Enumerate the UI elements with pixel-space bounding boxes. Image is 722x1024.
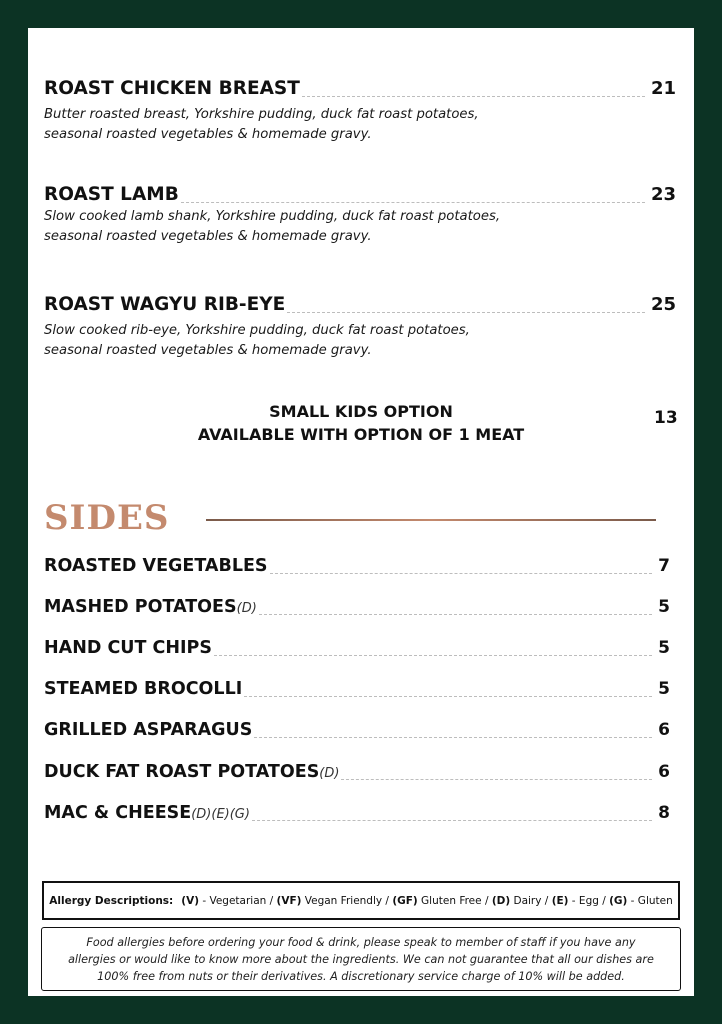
item-description: Slow cooked lamb shank, Yorkshire pudding, duck fat roast potatoes, seasonal roasted vegetables & homemade gravy. bbox=[44, 209, 501, 244]
allergen-code-g: (G) bbox=[609, 894, 628, 907]
allergen-code-vf: (VF) bbox=[276, 894, 302, 907]
allergen-text-v: - Vegetarian / bbox=[199, 894, 277, 907]
allergen-text-g: - Gluten bbox=[627, 894, 673, 907]
dotted-leader bbox=[270, 573, 653, 574]
item-name: STEAMED BROCOLLI bbox=[44, 679, 243, 699]
allergen-text-d: Dairy / bbox=[510, 894, 552, 907]
item-price: 5 bbox=[658, 638, 670, 658]
item-name: ROASTED VEGETABLES bbox=[44, 556, 268, 576]
side-item-steamed-brocolli bbox=[44, 679, 670, 699]
side-item-roasted-vegetables bbox=[44, 556, 670, 576]
item-name: MASHED POTATOES bbox=[44, 597, 237, 617]
allergen-code-e: (E) bbox=[551, 894, 569, 907]
allergen-code-d: (D) bbox=[491, 894, 511, 907]
dotted-leader bbox=[287, 312, 645, 313]
item-price: 21 bbox=[650, 78, 676, 99]
menu-page bbox=[28, 28, 694, 996]
sides-heading: SIDES bbox=[44, 498, 170, 538]
item-price: 6 bbox=[658, 762, 670, 782]
dotted-leader bbox=[302, 96, 645, 97]
item-description: Butter roasted breast, Yorkshire pudding, duck fat roast potatoes, seasonal roasted vegetables & homemade gravy. bbox=[44, 107, 479, 142]
dotted-leader bbox=[259, 614, 652, 615]
dotted-leader bbox=[252, 820, 652, 821]
allergen-text-gf: Gluten Free / bbox=[417, 894, 492, 907]
menu-item-roast-lamb bbox=[44, 184, 676, 247]
item-name: DUCK FAT ROAST POTATOES bbox=[44, 762, 320, 782]
side-item-duck-fat-roast-potatoes bbox=[44, 762, 670, 782]
dotted-leader bbox=[181, 202, 645, 203]
allergen-text-e: - Egg / bbox=[568, 894, 610, 907]
item-name: HAND CUT CHIPS bbox=[44, 638, 212, 658]
allergy-label: Allergy Descriptions: bbox=[49, 894, 174, 907]
menu-item-roast-chicken bbox=[44, 78, 676, 145]
item-name: MAC & CHEESE bbox=[44, 803, 192, 823]
side-item-mashed-potatoes bbox=[44, 597, 670, 617]
sides-divider bbox=[206, 519, 656, 521]
dotted-leader bbox=[244, 696, 652, 697]
item-name: ROAST CHICKEN BREAST bbox=[44, 78, 300, 99]
item-price: 25 bbox=[650, 294, 676, 315]
item-price: 5 bbox=[658, 679, 670, 699]
item-price: 7 bbox=[658, 556, 670, 576]
item-price: 6 bbox=[658, 720, 670, 740]
side-item-mac-and-cheese bbox=[44, 803, 670, 823]
allergen-code-v: (V) bbox=[181, 894, 199, 907]
item-allergen-note: (D) bbox=[319, 766, 340, 781]
item-name: ROAST LAMB bbox=[44, 184, 179, 205]
kids-option-text: SMALL KIDS OPTION AVAILABLE WITH OPTION OF 1 MEAT bbox=[197, 402, 525, 444]
side-item-grilled-asparagus bbox=[44, 720, 670, 740]
dotted-leader bbox=[254, 737, 652, 738]
dotted-leader bbox=[341, 779, 652, 780]
allergen-code-gf: (GF) bbox=[392, 894, 418, 907]
item-price: 23 bbox=[650, 184, 676, 205]
item-name: ROAST WAGYU RIB-EYE bbox=[44, 294, 286, 315]
item-price: 8 bbox=[658, 803, 670, 823]
item-price: 5 bbox=[658, 597, 670, 617]
allergy-descriptions bbox=[42, 881, 680, 920]
allergen-text-vf: Vegan Friendly / bbox=[301, 894, 393, 907]
item-allergen-note: (D) bbox=[236, 601, 257, 616]
item-allergen-note: (D)(E)(G) bbox=[191, 807, 250, 822]
menu-item-roast-wagyu bbox=[44, 294, 676, 361]
side-item-hand-cut-chips bbox=[44, 638, 670, 658]
item-name: GRILLED ASPARAGUS bbox=[44, 720, 253, 740]
item-description: Slow cooked rib-eye, Yorkshire pudding, duck fat roast potatoes, seasonal roasted vegetables & homemade gravy. bbox=[44, 323, 470, 358]
allergy-disclaimer: Food allergies before ordering your food & drink, please speak to member of staff if you have any allergies or would like to know more about the ingredients. We can not guarantee that all our dishes are 100% free from nuts or their derivatives. A discretionary service charge of 10% will be added. bbox=[41, 927, 681, 991]
kids-option-price: 13 bbox=[654, 408, 678, 428]
dotted-leader bbox=[214, 655, 652, 656]
